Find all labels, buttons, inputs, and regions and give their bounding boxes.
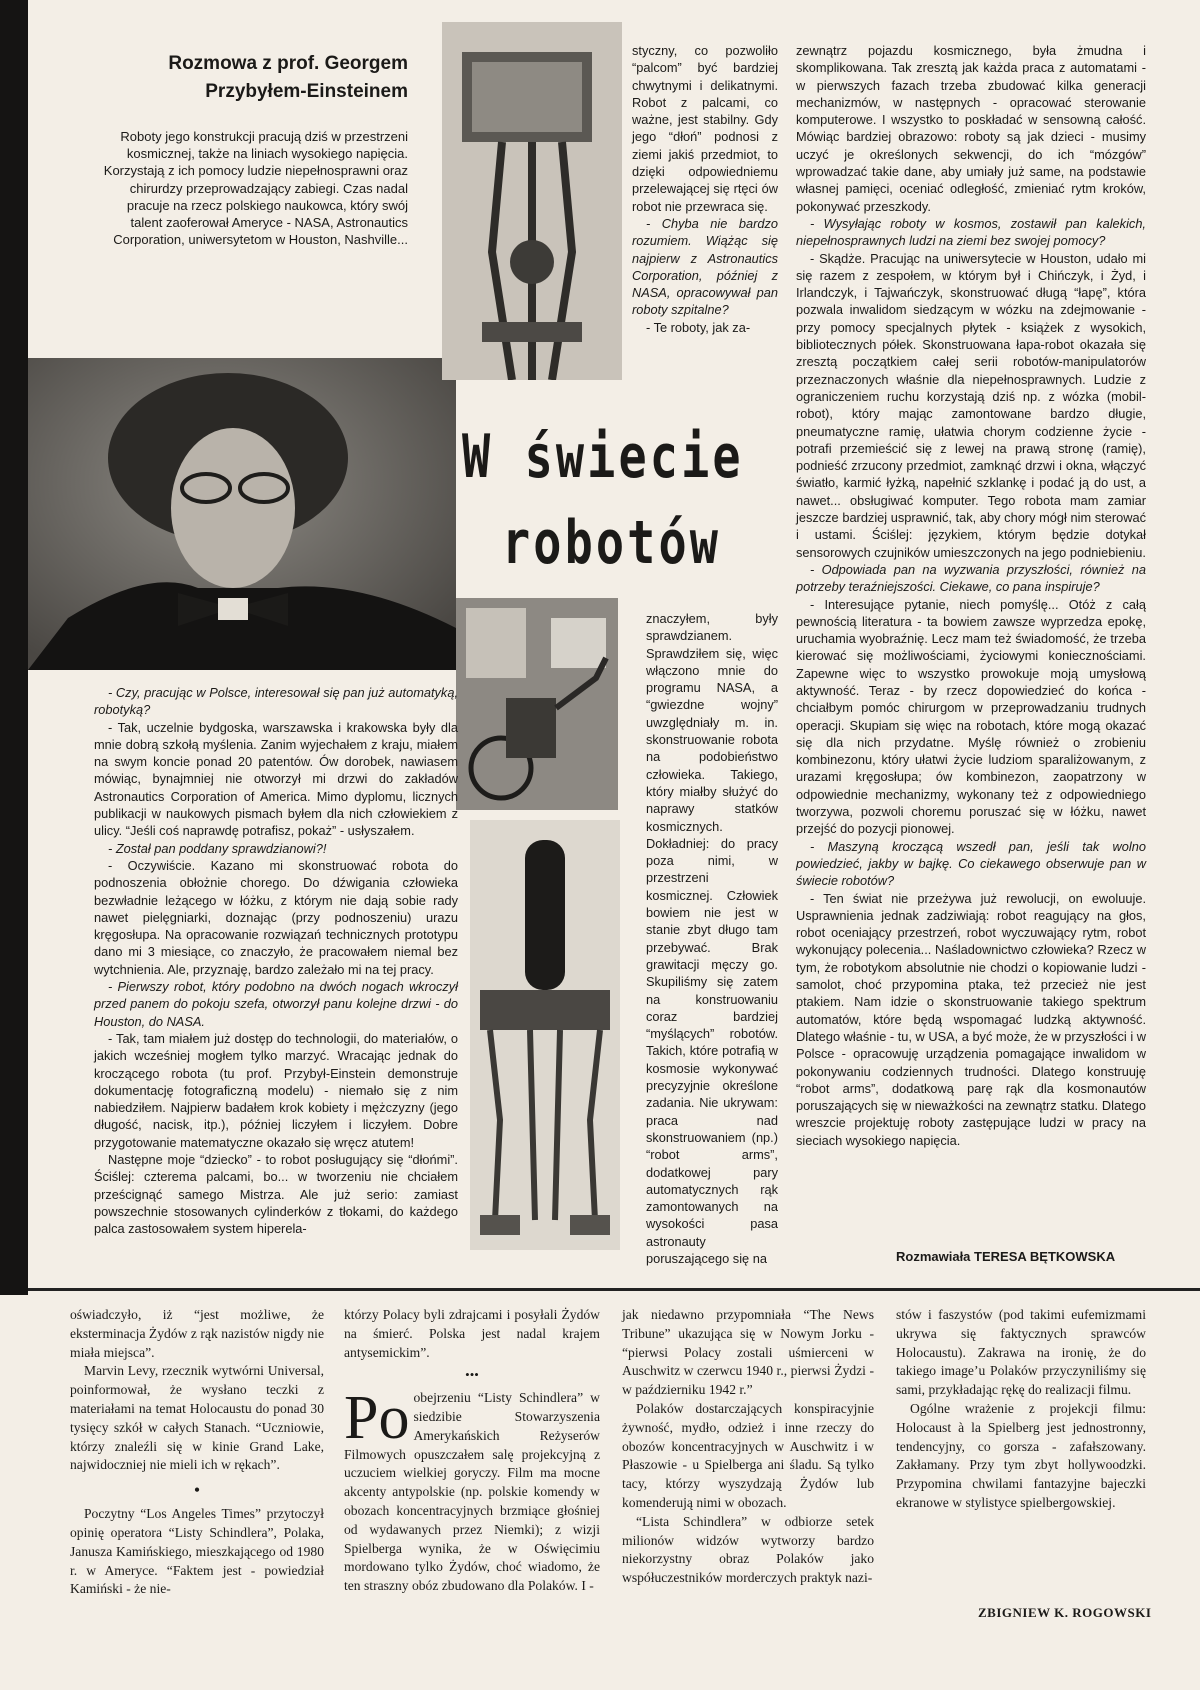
page-edge-strip — [0, 0, 28, 1295]
paragraph: “Lista Schindlera” w odbiorze setek milionów widzów wytworzy bardzo niekorzystny obraz Polaków jako współuczestników morderczych praktyk nazi- — [622, 1513, 874, 1586]
interview-headline — [92, 50, 408, 106]
portrait-photo — [28, 358, 456, 670]
paragraph: Marvin Levy, rzecznik wytwórni Universal, poinformował, że wysłano teczki z materiałami na temat Holocaustu do ponad 30 tysięcy szkół w całych Stanach. “Uczniowie, którzy znaleźli się w kinie Grand Lake, najwidoczniej nie mieli ich w rękach”. — [70, 1363, 324, 1473]
answer: zewnątrz pojazdu kosmicznego, była żmudna i skomplikowana. Tak zresztą jak każda praca z automatami - w pierwszych fazach trzeba zbudować kilka generacji mechanizmów, w następnych - opracować sterowanie komputerowe. I wszystko to poskładać w sensowną całość. Mówiąc bardziej obrazowo: roboty są jak dzieci - musimy uczyć je określonych sekwencji, do ich “mózgów” wprowadzać takie dane, aby umiały już same, na podstawie własnej pamięci, oceniać odległość, zmieniać rytm kroków, pokonywać przeszkody. — [796, 43, 1146, 214]
paragraph: jak niedawno przypomniała “The News Tribune” ukazująca się w Nowym Jorku - “pierwsi Polacy zostali uśmierceni w Auschwitz w czerwcu 1940 r., pierwsi Żydzi - w październiku 1942 r.” — [622, 1307, 874, 1398]
question: - Wysyłając roboty w kosmos, zostawił pan kalekich, niepełnosprawnych ludzi na ziemi bez swojej pomocy? — [796, 215, 1146, 249]
answer: - Tak, uczelnie bydgoska, warszawska i krakowska były dla mnie dobrą szkołą myślenia. Zanim wyjechałem z kraju, miałem na swym koncie ponad 20 patentów. Ów dorobek, nawiasem mówiąc, bynajmniej nie otworzył mi drzwi do zakładów Astronautics Corporation of America. Mimo dyplomu, licznych publikacji w naukowych pismach byłem dla nich człowiekiem z ulicy. “Jeśli coś naprawdę potrafisz, pokaż” - usłyszałem. — [94, 719, 458, 839]
answer: - Tak, tam miałem już dostęp do technologii, do materiałów, o jakich wcześniej mogłem tylko marzyć. Wracając jednak do kroczącego robota (tu prof. Przybył-Einstein demonstruje dokumentację fotograficzną modelu) - niemało się z nim nabiedziłem. Najpierw badałem krok kobiety i mężczyzny (jego długość, nacisk, itp.), później liczyłem i liczyłem. Dobre przygotowanie matematyczne okazało się wręcz atutem! — [94, 1030, 458, 1150]
paragraph: Ogólne wrażenie z projekcji filmu: Holocaust à la Spielberg jest jednostronny, tendencyjny, co gorsza - zafałszowany. Zakłamany. Przy tym zbyt hollywoodzki. Przypomina chwilami fantazyjne bajeczki ekranowe w stylistyce spielbergowskiej. — [896, 1400, 1146, 1510]
paragraph: Polaków dostarczających konspiracyjnie żywność, mydło, odzież i inne rzeczy do obozów koncentracyjnych w Auschwitz i w Płaszowie - u Spielberga ani śladu. Są tylko tacy, którzy wyszydzają Żydów lub komenderują nimi w obozach. — [622, 1400, 874, 1510]
headline-line-1: Rozmowa z prof. Georgem — [168, 53, 408, 74]
bottom-column-1 — [70, 1306, 324, 1599]
question: - Chyba nie bardzo rozumiem. Wiążąc się najpierw z Astronautics Corporation, później z NASA, opracowywał pan roboty szpitalne? — [632, 215, 778, 318]
paragraph — [344, 1384, 600, 1596]
paragraph: oświadczyło, iż “jest możliwe, że eksterminacja Żydów z rąk nazistów nigdy nie miała miejsca”. — [70, 1307, 324, 1360]
bottom-column-2 — [344, 1306, 600, 1596]
answer: - Te roboty, jak za- — [646, 319, 751, 335]
interview-column-right — [796, 42, 1146, 1149]
star-separator: ••• — [465, 1367, 479, 1383]
article-byline: ZBIGNIEW K. ROGOWSKI — [978, 1605, 1152, 1620]
bottom-column-4 — [896, 1306, 1146, 1513]
bottom-column-3 — [622, 1306, 874, 1588]
walking-robot-photo — [470, 820, 620, 1250]
answer: znaczyłem, były sprawdzianem. Sprawdziłem się, więc włączono mnie do programu NASA, a “gwiezdne wojny” uwzględniały m. in. skonstruowanie robota na podobieństwo człowieka. Takiego, który miałby służyć do naprawy statków kosmicznych. Dokładniej: do pracy poza nimi, w przestrzeni kosmicznej. Człowiek bowiem nie jest w stanie zbyt długo tam przebywać. Brak grawitacji męczy go. Skupiliśmy się zatem na konstruowaniu coraz bardziej “myślących” robotów. Takich, które potrafią w kosmosie wykonywać precyzyjnie określone zadania. Nie ukrywam: praca nad skonstruowaniem (np.) “robot arms”, dodatkowej pary automatycznych rąk zamontowanych na wysokości pasa astronauty poruszającego się na — [646, 611, 778, 1266]
robot-arm-photo — [442, 22, 622, 380]
answer: - Skądże. Pracując na uniwersytecie w Houston, udało mi się razem z zespołem, w którym był i Chińczyk, i Żyd, i Irlandczyk, i Tajwańczyk, skonstruować długą “łapę”, która pozwala inwalidom siedzącym w wózku na zdejmowanie - przy pomocy specjalnych płytek - książek z wysokich, bibliotecznych półek. Skonstruowana łapa-robot okazała się zresztą początkiem całej serii robotów-manipulatorów przeznaczonych właśnie dla niepełnosprawnych. Ludzie z ograniczeniem ruchu korzystają dziś np. z wózka (mobil-robot), który mając zamontowane bardzo długie, pneumatyczne ramię, ułatwia chorym codzienne życie - potrafi przemieścić się z lewej na prawą stronę (ramię), podnieść zrzucony przedmiot, zamknąć drzwi i okna, włączyć światło, karmić łyżką, napełnić szklankę i podać ją do ust, a nawet... obsługiwać komputer. Tego robota mam zamiar jeszcze bardziej usprawnić, tak, aby chory mógł nim sterować i ustami. Ściślej: językiem, którym będzie dotykał sensorowych czujników umieszczonych na jego podniebieniu. — [796, 250, 1146, 560]
interview-column-middle-bottom — [646, 610, 778, 1267]
question: - Czy, pracując w Polsce, interesował się pan już automatyką, robotyką? — [94, 685, 458, 718]
answer: styczny, co pozwoliło “palcom” być bardziej chwytnymi i delikatnymi. Robot z palcami, co ważne, jest stabilny. Gdy jego “dłoń” podnosi z ziemi jakiś przedmiot, to dzięki odpowiedniemu przelewającej się rtęci ów robot nie przewraca się. — [632, 43, 778, 214]
question: - Maszyną kroczącą wszedł pan, jeśli tak wolno powiedzieć, jakby w bajkę. Co ciekawego obserwuje pan w świecie robotów? — [796, 838, 1146, 889]
article-title — [462, 420, 762, 580]
lead-paragraph: Roboty jego konstrukcji pracują dziś w przestrzeni kosmicznej, także na liniach wysokiego napięcia. Korzystają z ich pomocy ludzie niepełnosprawni oraz chirurdzy przeprowadzający zabiegi. Czas nadal pracuje na rzecz polskiego naukowca, który swój talent zaoferował Ameryce - NASA, Astronautics Corporation, uniwersytetom w Houston, Nashville... — [103, 129, 408, 248]
section-divider — [28, 1288, 1200, 1291]
paragraph: którzy Polacy byli zdrajcami i posyłali Żydów na śmierć. Polska jest nadal krajem antysemickim”. — [344, 1307, 600, 1360]
paragraph: Poczytny “Los Angeles Times” przytoczył opinię operatora “Listy Schindlera”, Polaka, Janusza Kamińskiego, mieszkającego od 1980 r. w Ameryce. “Faktem jest - powiedział Kamiński - że nie- — [70, 1506, 324, 1597]
interview-byline: Rozmawiała TERESA BĘTKOWSKA — [896, 1249, 1116, 1264]
question: - Odpowiada pan na wyzwania przyszłości, również na potrzeby teraźniejszości. Ciekawe, co pana inspiruje? — [796, 561, 1146, 595]
title-line-2: robotów — [502, 508, 722, 578]
question: - Został pan poddany sprawdzianowi?! — [108, 840, 327, 856]
headline-line-2: Przybyłem-Einsteinem — [205, 81, 408, 102]
drop-cap: Po — [344, 1384, 410, 1453]
interview-column-middle-top — [632, 42, 778, 336]
answer: - Interesujące pytanie, niech pomyślę... Otóż z całą pewnością literatura - ta bowiem zawsze wyprzedza epokę, uruchamia wyobraźnię. Lecz mam też świadomość, że trzeba kierować się możliwościami, życiowymi koniecznościami. Zapewne więc to wszystko prowokuje moją umysłową aktywność. Teraz - by rzecz dopowiedzieć do końca - chciałbym pomóc chirurgom w przeprowadzaniu trudnych operacji. Skupiam się więc na robotach, które mogą okazać się dla nich przydatne. Myślę również o zrobieniu kombinezonu, który ułatwi życie ludziom sparaliżowanym, z urazami kręgosłupa; ów kombinezon, zaopatrzony w odpowiednie mechanizmy, wykonany też z odpowiedniego tworzywa, pozwoli choremu poruszać się w łóżku, nawet przejść do pozycji pionowej. — [796, 596, 1146, 837]
bullet-separator: • — [193, 1480, 201, 1501]
paragraph-text: obejrzeniu “Listy Schindlera” w siedzibie Stowarzyszenia Amerykańskich Reżyserów Filmowych opuszczałem salę projekcyjną z uczuciem wielkiej goryczy. Film ma mocne akcenty antypolskie (np. polskie komendy w obozach koncentracyjnych brzmiące głośniej od wydawanych przez Niemki); z wizji Spielberga wynika, że w Oświęcimiu mordowano tylko Żydów, choć wiadomo, że ten straszny obóz zbudowano dla Polaków. I - — [344, 1390, 600, 1594]
title-line-1: W świecie — [462, 422, 744, 492]
answer: - Oczywiście. Kazano mi skonstruować robota do podnoszenia obłożnie chorego. Do dźwigania człowieka bezwładnie leżącego w łóżku, z którym nie dają sobie rady nawet pielęgniarki, doznając (przy podnoszeniu) urazu kręgosłupa. Na opracowanie rozwiązań technicznych prototypu dano mi 3 miesiące, co znaczyło, że pracowałem niemal bez wytchnienia. Ale, przyznaję, bardzo zależało mi na tej pracy. — [94, 857, 458, 977]
paragraph: stów i faszystów (pod takimi eufemizmami ukrywa się faktycznych sprawców Holocaustu). Zakrawa na ironię, że do takiego image’u Polaków przyczyniliśmy się sami, przykładając rękę do realizacji filmu. — [896, 1307, 1146, 1398]
answer: - Ten świat nie przeżywa już rewolucji, on ewoluuje. Usprawnienia jednak zadziwiają: robot reagujący na głos, robot oceniający przestrzeń, robot wyczuwający rytm, robot wykonujący polecenia... Naśladownictwo człowieka? Rzecz w tym, że robotykom absolutnie nie chodzi o kopiowanie ludzi - samolot, choć przypomina ptaka, też przecież nie jest ptakiem. Nam idzie o skonstruowanie takiego spektrum automatów, które będą wspomagać ludzką aktywność. Dlatego właśnie - tu, w USA, a być może, że w przyszłości i w Polsce - opracowuję urządzenia pomagające inwalidom w pokonywaniu codziennych trudności. Dlatego konstruuję “robot arms”, dodatkową parę rąk dla kosmonautów poruszających się w nieważkości na zewnątrz statku. Dlatego wreszcie projektuję roboty zastępujące ludzi w pracy na sieciach wysokiego napięcia. — [796, 890, 1146, 1148]
answer: Następne moje “dziecko” - to robot posługujący się “dłońmi”. Ściślej: czterema palcami, bo... w tworzeniu nie chciałem prześcignąć samego Mistrza. Ale już serio: zamiast powszechnie stosowanych cylinderków z tłokami, do każdego palca zastosowałem system hiperela- — [94, 1152, 458, 1237]
question: - Pierwszy robot, który podobno na dwóch nogach wkroczył przed panem do pokoju szefa, otworzył panu kolejne drzwi - do Houston, do NASA. — [94, 979, 458, 1029]
interview-column-left — [94, 684, 458, 1238]
wheelchair-robot-photo — [456, 598, 618, 810]
